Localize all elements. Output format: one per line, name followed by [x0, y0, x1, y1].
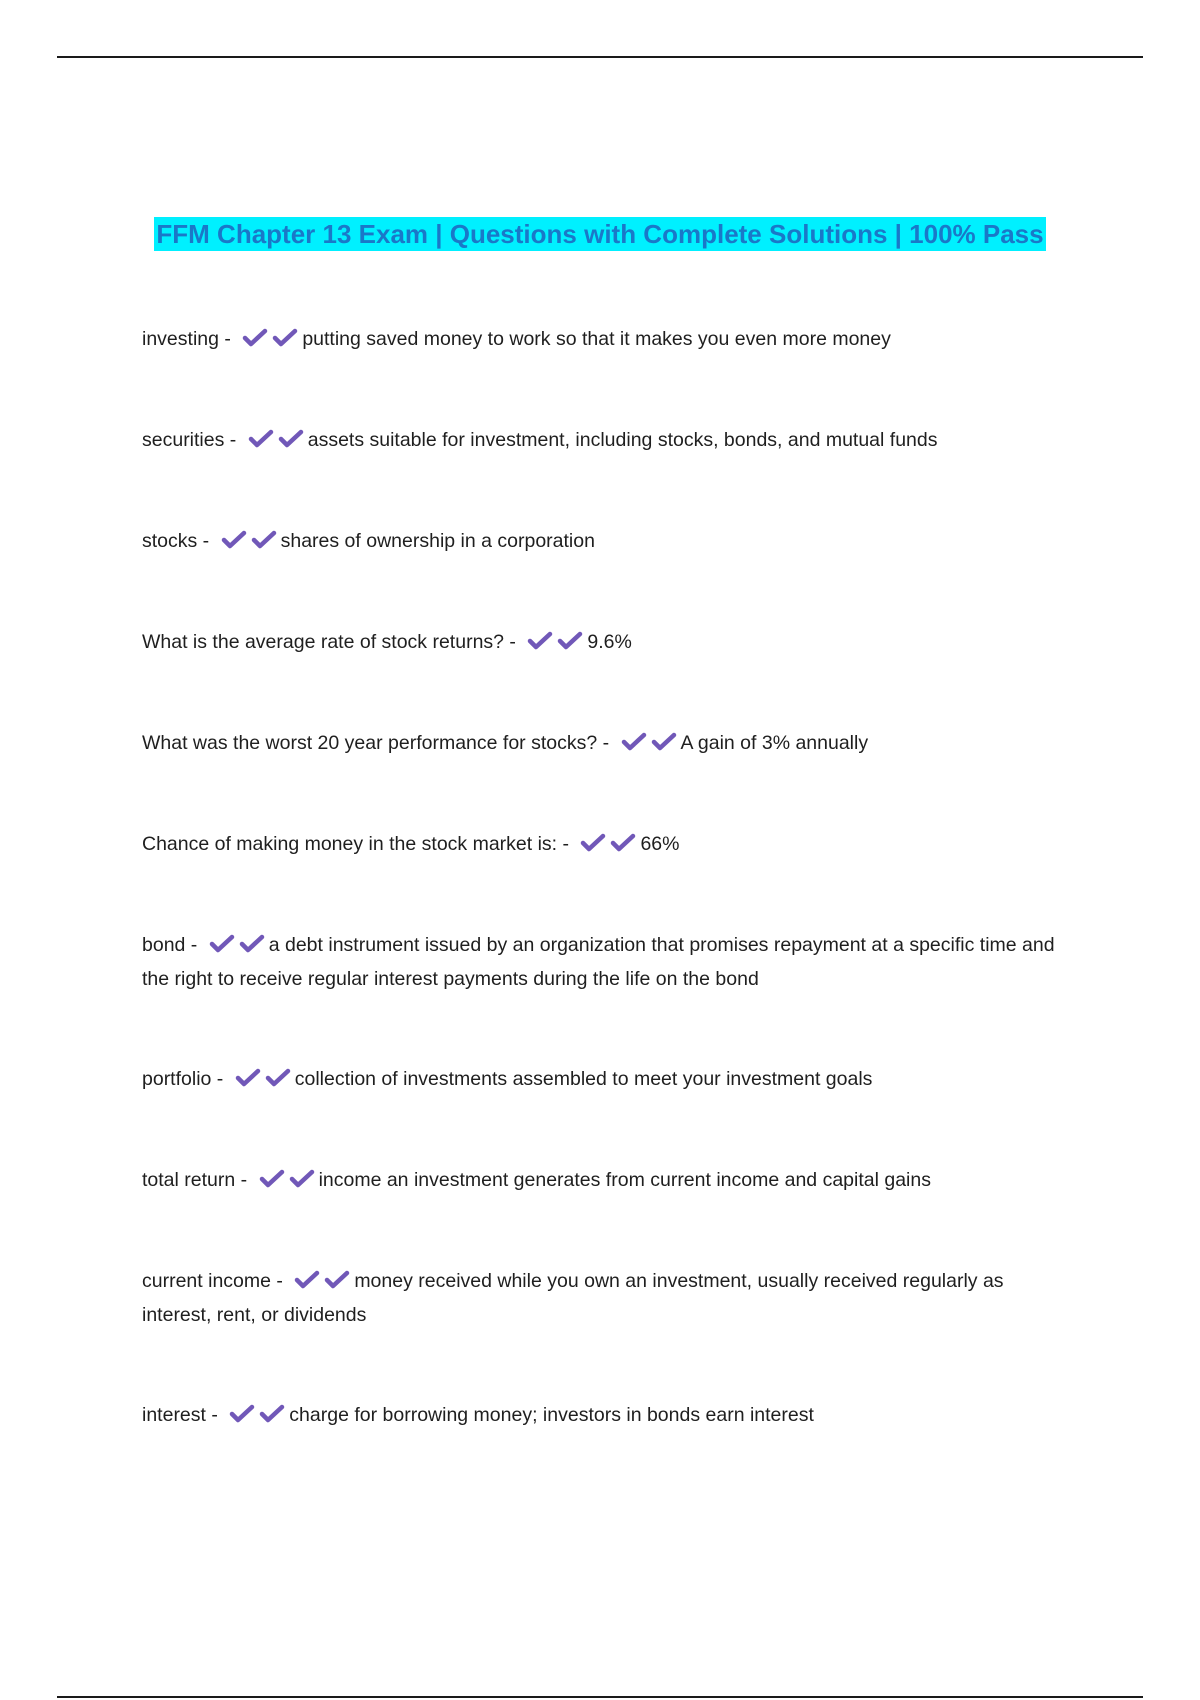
check-mark-icon: [649, 731, 679, 753]
title-highlight: FFM Chapter 13 Exam | Questions with Complete Solutions | 100% Pass: [156, 219, 1044, 249]
entry-term: total return: [142, 1169, 236, 1191]
entry-separator: -: [597, 732, 615, 754]
entry-term: interest: [142, 1404, 206, 1426]
qa-entry: [142, 827, 1072, 861]
entry-separator: -: [557, 833, 575, 855]
check-mark-icon: [257, 1168, 287, 1190]
qa-entry: [142, 1264, 1072, 1332]
check-mark-icon: [619, 731, 649, 753]
check-mark-icon: [246, 428, 276, 450]
entry-term: What was the worst 20 year performance for stocks?: [142, 732, 598, 754]
entry-term: current income: [142, 1270, 271, 1292]
entry-definition: charge for borrowing money; investors in bonds earn interest: [289, 1404, 814, 1426]
entry-term: portfolio: [142, 1068, 212, 1090]
entry-definition: collection of investments assembled to meet your investment goals: [294, 1068, 873, 1090]
check-mark-icon: [578, 832, 608, 854]
check-mark-icon: [322, 1269, 352, 1291]
answer-markers: [233, 1062, 293, 1096]
entry-separator: -: [211, 1068, 229, 1090]
entry-separator: -: [224, 429, 242, 451]
entry-term: securities: [142, 429, 225, 451]
entry-definition: 66%: [640, 833, 680, 855]
qa-list: [142, 322, 1072, 1499]
qa-entry: [142, 322, 1072, 356]
qa-entry: [142, 524, 1072, 558]
entry-separator: -: [235, 1169, 253, 1191]
check-mark-icon: [233, 1067, 263, 1089]
entry-definition: a debt instrument issued by an organization that promises repayment at a specific time and the right to receive regular interest payments during the life on the bond: [142, 934, 1055, 990]
qa-entry: [142, 1062, 1072, 1096]
entry-definition: putting saved money to work so that it makes you even more money: [302, 328, 891, 350]
answer-markers: [578, 827, 638, 861]
answer-markers: [257, 1163, 317, 1197]
answer-markers: [227, 1398, 287, 1432]
answer-markers: [240, 322, 300, 356]
qa-entry: [142, 726, 1072, 760]
check-mark-icon: [219, 529, 249, 551]
entry-definition: income an investment generates from current income and capital gains: [318, 1169, 931, 1191]
check-mark-icon: [249, 529, 279, 551]
answer-markers: [525, 625, 585, 659]
entry-separator: -: [218, 328, 237, 350]
entry-definition: 9.6%: [587, 631, 632, 653]
check-mark-icon: [292, 1269, 322, 1291]
entry-term: stocks: [142, 530, 198, 552]
check-mark-icon: [263, 1067, 293, 1089]
entry-separator: -: [197, 530, 215, 552]
header-rule: [57, 56, 1143, 58]
answer-markers: [207, 928, 267, 962]
entry-term: investing: [142, 328, 219, 350]
entry-separator: -: [185, 934, 203, 956]
check-mark-icon: [270, 327, 300, 349]
entry-separator: -: [504, 631, 522, 653]
check-mark-icon: [227, 1403, 257, 1425]
entry-term: What is the average rate of stock returns?: [142, 631, 505, 653]
check-mark-icon: [608, 832, 638, 854]
check-mark-icon: [555, 630, 585, 652]
footer-rule: [57, 1696, 1143, 1698]
entry-term: bond: [142, 934, 186, 956]
entry-separator: -: [270, 1270, 289, 1292]
qa-entry: [142, 1398, 1072, 1432]
entry-definition: A gain of 3% annually: [680, 732, 869, 754]
check-mark-icon: [525, 630, 555, 652]
qa-entry: [142, 423, 1072, 457]
check-mark-icon: [237, 933, 267, 955]
check-mark-icon: [276, 428, 306, 450]
document-title: [120, 212, 1080, 256]
answer-markers: [292, 1264, 352, 1298]
qa-entry: [142, 625, 1072, 659]
check-mark-icon: [240, 327, 270, 349]
entry-term: Chance of making money in the stock market is:: [142, 833, 558, 855]
check-mark-icon: [207, 933, 237, 955]
entry-definition: shares of ownership in a corporation: [280, 530, 595, 552]
entry-definition: assets suitable for investment, including stocks, bonds, and mutual funds: [307, 429, 938, 451]
entry-separator: -: [205, 1404, 224, 1426]
check-mark-icon: [257, 1403, 287, 1425]
qa-entry: [142, 1163, 1072, 1197]
qa-entry: [142, 928, 1072, 996]
entry-definition: money received while you own an investment, usually received regularly as interest, rent, or dividends: [142, 1270, 1004, 1326]
check-mark-icon: [287, 1168, 317, 1190]
answer-markers: [219, 524, 279, 558]
answer-markers: [246, 423, 306, 457]
answer-markers: [619, 726, 679, 760]
